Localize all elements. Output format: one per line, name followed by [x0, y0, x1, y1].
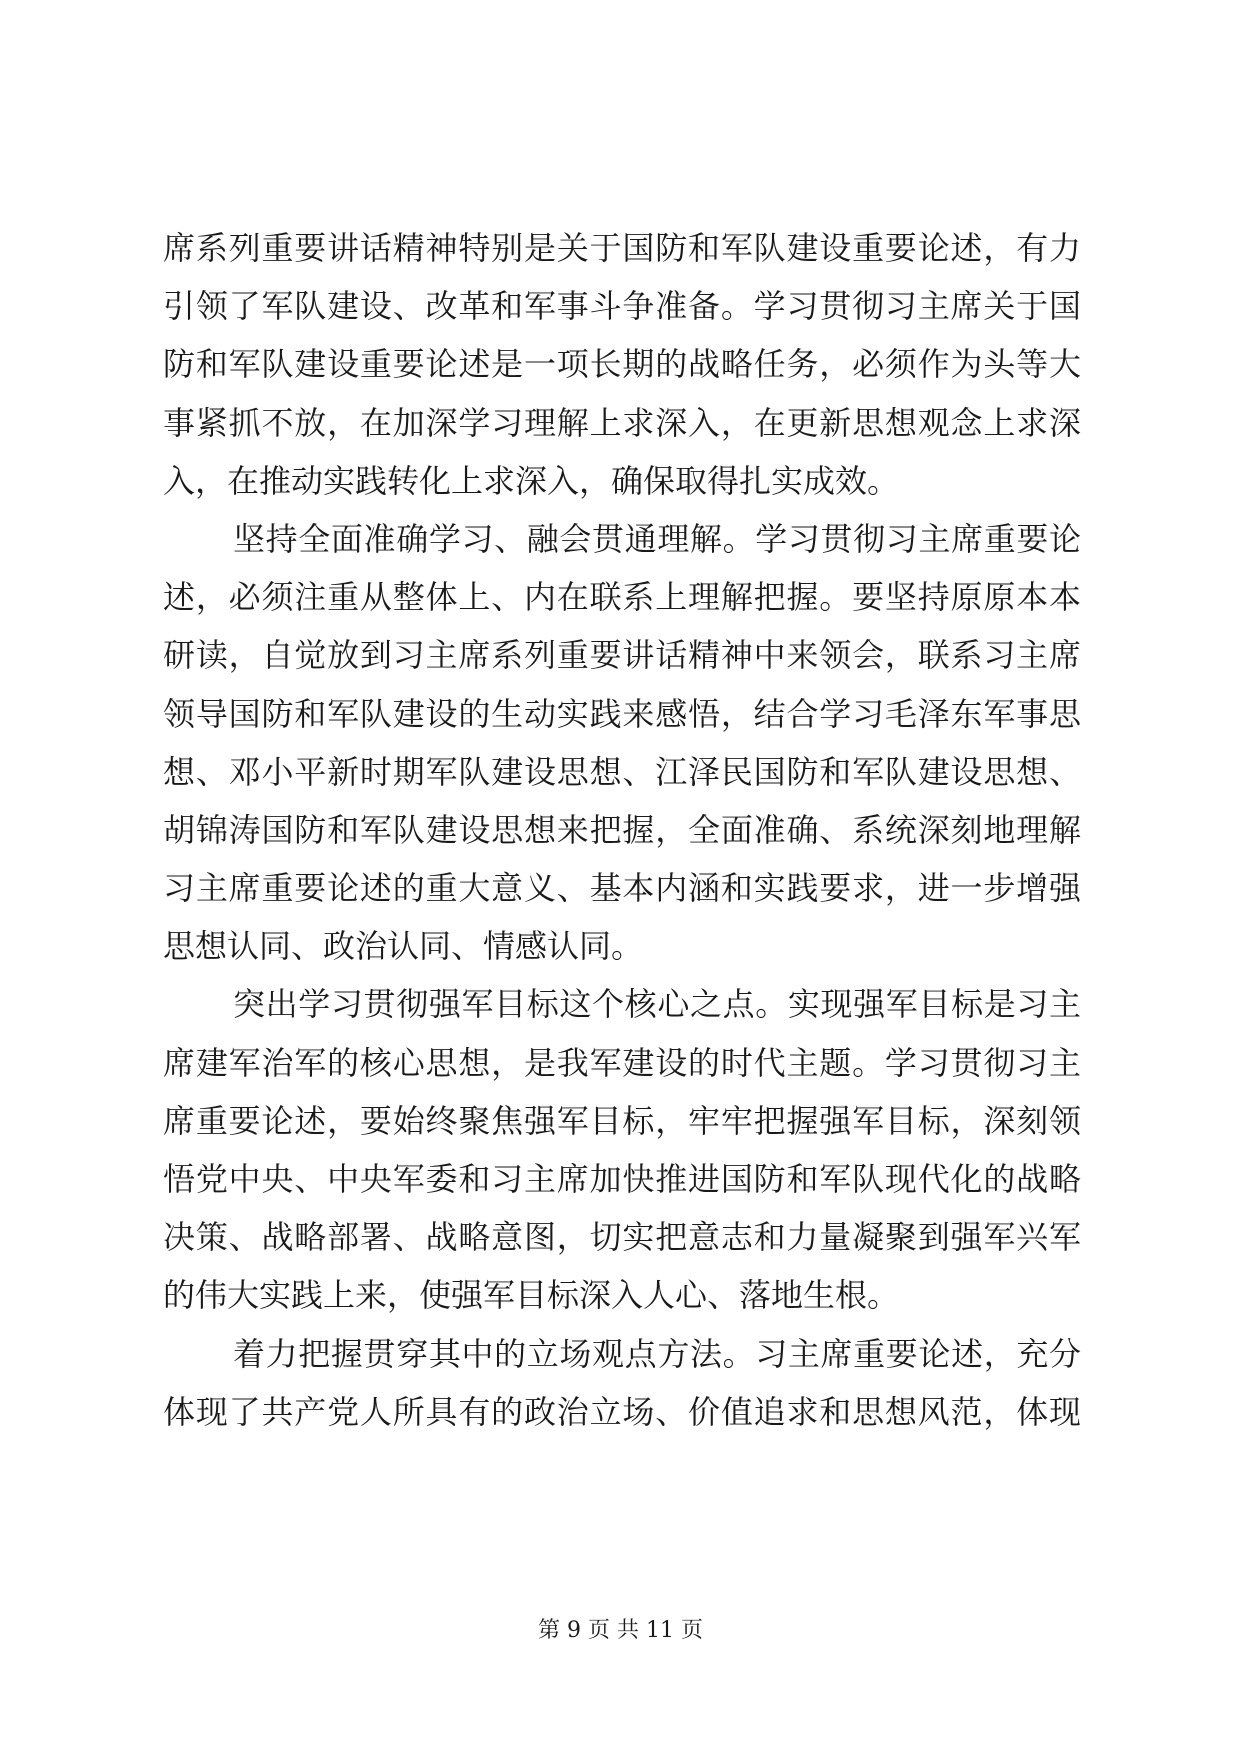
text-line: 引领了军队建设、改革和军事斗争准备。学习贯彻习主席关于国	[163, 287, 1081, 326]
document-body	[163, 219, 1081, 1441]
text-line: 胡锦涛国防和军队建设思想来把握，全面准确、系统深刻地理解	[163, 810, 1081, 849]
text-line: 悟党中央、中央军委和习主席加快推进国防和军队现代化的战略	[163, 1160, 1081, 1198]
text-line: 的伟大实践上来，使强军目标深入人心、落地生根。	[163, 1276, 900, 1315]
text-line: 事紧抓不放，在加深学习理解上求深入，在更新思想观念上求深	[163, 403, 1081, 442]
text-line: 习主席重要论述的重大意义、基本内涵和实践要求，进一步增强	[163, 869, 1081, 908]
text-line: 着力把握贯穿其中的立场观点方法。习主席重要论述，充分	[233, 1334, 1081, 1373]
text-line: 决策、战略部署、战略意图，切实把意志和力量凝聚到强军兴军	[163, 1218, 1081, 1257]
text-line: 思想认同、政治认同、情感认同。	[163, 927, 644, 966]
paragraph	[163, 219, 1081, 510]
text-line: 席建军治军的核心思想，是我军建设的时代主题。学习贯彻习主	[163, 1043, 1081, 1082]
text-line: 研读，自觉放到习主席系列重要讲话精神中来领会，联系习主席	[163, 636, 1081, 675]
text-line: 领导国防和军队建设的生动实践来感悟，结合学习毛泽东军事思	[163, 694, 1081, 733]
text-line: 体现了共产党人所具有的政治立场、价值追求和思想风范，体现	[163, 1392, 1081, 1431]
text-line: 坚持全面准确学习、融会贯通理解。学习贯彻习主席重要论	[233, 519, 1081, 558]
paragraph	[163, 1325, 1081, 1441]
text-line: 入，在推动实践转化上求深入，确保取得扎实成效。	[163, 461, 900, 500]
text-line: 述，必须注重从整体上、内在联系上理解把握。要坚持原原本本	[163, 578, 1081, 617]
text-line: 席重要论述，要始终聚焦强军目标，牢牢把握强军目标，深刻领	[163, 1101, 1081, 1140]
text-line: 想、邓小平新时期军队建设思想、江泽民国防和军队建设思想、	[163, 752, 1081, 791]
paragraph	[163, 975, 1081, 1324]
text-line: 突出学习贯彻强军目标这个核心之点。实现强军目标是习主	[233, 985, 1081, 1024]
text-line: 席系列重要讲话精神特别是关于国防和军队建设重要论述，有力	[163, 229, 1081, 267]
page-number-footer: 第 9 页 共 11 页	[538, 1618, 703, 1643]
text-line: 防和军队建设重要论述是一项长期的战略任务，必须作为头等大	[163, 345, 1081, 384]
paragraph	[163, 510, 1081, 976]
